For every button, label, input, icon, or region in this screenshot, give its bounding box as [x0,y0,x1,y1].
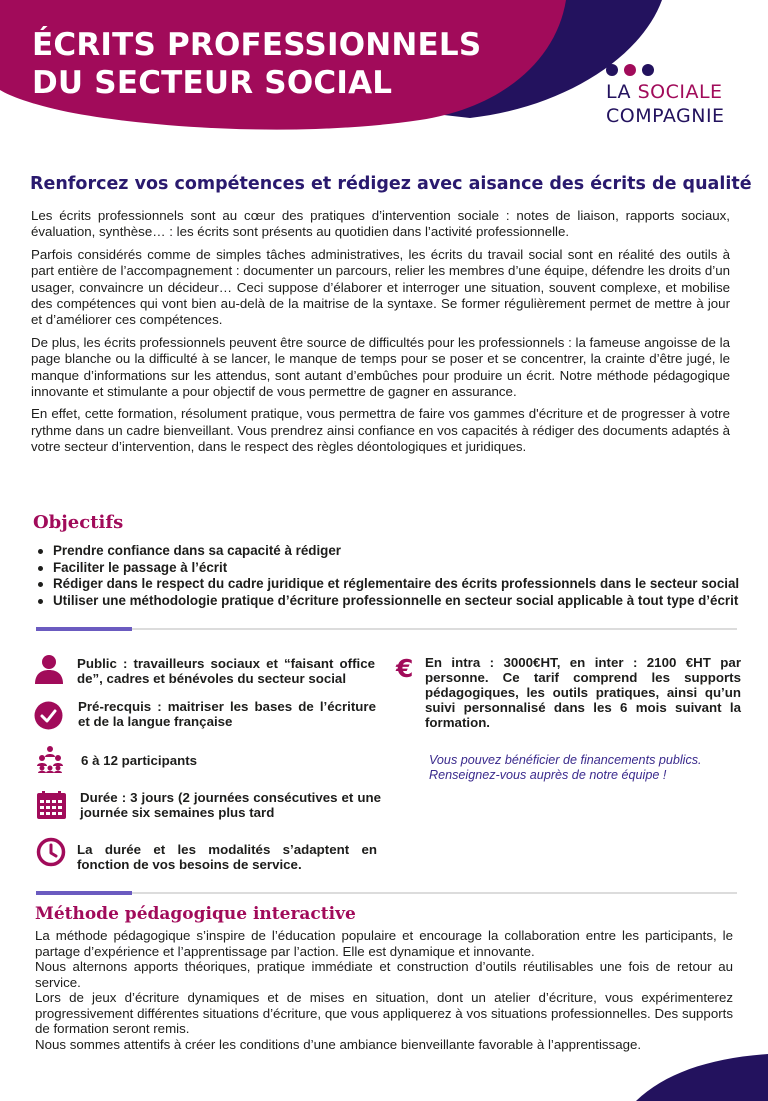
participants-text: 6 à 12 participants [81,753,198,768]
logo-dot-icon [624,64,636,76]
method-section [35,928,733,1052]
company-logo [606,64,746,128]
adaptation-text: La durée et les modalités s’adaptent en fonction de vos besoins de service. [77,842,377,872]
intro-paragraph: En effet, cette formation, résolument pratique, vous permettra de faire vos gammes d'écriture et de progresser à votre rythme dans un cadre bienveillant. Vous prendrez ainsi confiance en vos capacités à rédiger des documents adaptés à votre secteur d’intervention, dans le respect des règles déontologiques et juridiques. [31,406,730,455]
clock-icon [36,837,66,867]
footer-navy-corner [636,1054,768,1101]
funding-note [429,753,702,782]
method-paragraph: Nous alternons apports théoriques, pratique immédiate et construction d’outils réutilisables une fois de retour au service. [35,959,733,990]
intro-paragraph: Parfois considérés comme de simples tâches administratives, les écrits du travail social sont en réalité des outils à part entière de l’accompagnement : documenter un parcours, relier les membres d’une équipe, défendre les droits d’un usager, convaincre un décideur… Ceci suppose d’élaborer et interroger une situation, souvent complexe, et mobilise des compétences qui vont bien au-delà de la maitrise de la syntaxe. Se former régulièrement permet de mettre à jour et d’améliorer ces compétences. [31,246,730,328]
intro-paragraph: De plus, les écrits professionnels peuvent être source de difficultés pour les professionnels : la fameuse angoisse de la page blanche ou la difficulté à se lancer, le manque de temps pour se poser et se concentrer, la crainte d’être jugé, le manque d’informations sur les attendus, sont autant d’embûches pour produire un écrit. Notre méthode pédagogique innovante et stimulante a pour objectif de vous permettre de gagner en assurance. [31,334,730,400]
calendar-icon [37,791,66,819]
title-line-2: DU SECTEUR SOCIAL [32,65,393,101]
objective-item: Prendre confiance dans sa capacité à rédiger [36,543,756,560]
document-title [32,26,481,102]
logo-word-la: LA [606,81,632,103]
funding-note-line-1: Vous pouvez bénéficier de financements publics. [429,753,702,767]
intro-section [31,208,730,462]
section-divider [36,628,737,630]
svg-text:€: € [396,655,414,681]
logo-line-1 [606,80,746,104]
logo-line-2: COMPAGNIE [606,105,725,127]
objective-item: Rédiger dans le respect du cadre juridique et réglementaire des écrits professionnels dans le secteur social [36,576,756,593]
logo-word-sociale: SOCIALE [637,81,723,103]
method-paragraph: La méthode pédagogique s’inspire de l’éducation populaire et encourage la collaboration entre les participants, le partage d’expérience et l’apprentissage par l’action. Elle est dynamique et innovante. [35,928,733,959]
logo-dots [606,64,746,76]
objective-item: Faciliter le passage à l’écrit [36,560,756,577]
objective-item: Utiliser une méthodologie pratique d’écriture professionnelle en secteur social applicable à tout type d’écrit [36,593,756,610]
group-icon [36,745,64,773]
price-text: En intra : 3000€HT, en inter : 2100 €HT par personne. Ce tarif comprend les supports pédagogiques, les outils pratiques, ainsi qu’un suivi personnalisé dans les 6 mois suivant la formation. [425,655,741,730]
title-line-1: ÉCRITS PROFESSIONNELS [32,27,482,63]
method-paragraph: Lors de jeux d’écriture dynamiques et de mises en situation, dont un atelier d’écriture, vous expérimenterez progressivement différentes situations d’écriture, que vous appliquerez à vos situations professionnelles. Des supports de formation seront remis. [35,990,733,1036]
method-heading: Méthode pédagogique interactive [35,904,356,924]
section-divider [36,892,737,894]
objectives-list [36,543,756,609]
euro-icon [395,655,417,681]
objectives-heading: Objectifs [33,512,124,533]
prerequisites-text: Pré-recquis : maitriser les bases de l’écriture et de la langue française [78,699,376,729]
subtitle: Renforcez vos compétences et rédigez avec aisance des écrits de qualité [30,174,752,194]
method-paragraph: Nous sommes attentifs à créer les conditions d’une ambiance bienveillante favorable à l’apprentissage. [35,1036,642,1052]
check-circle-icon [34,701,63,730]
funding-note-line-2: Renseignez-vous auprès de notre équipe ! [429,767,667,782]
public-text: Public : travailleurs sociaux et “faisant office de”, cadres et bénévoles du secteur social [77,656,375,686]
logo-dot-icon [606,64,618,76]
duration-text: Durée : 3 jours (2 journées consécutives et une journée six semaines plus tard [80,790,381,820]
logo-dot-icon [642,64,654,76]
person-icon [34,654,64,684]
intro-paragraph: Les écrits professionnels sont au cœur des pratiques d’intervention sociale : notes de liaison, rapports sociaux, évaluation, synthèse… : les écrits sont présents au quotidien dans l’activité professionnelle. [31,208,730,240]
